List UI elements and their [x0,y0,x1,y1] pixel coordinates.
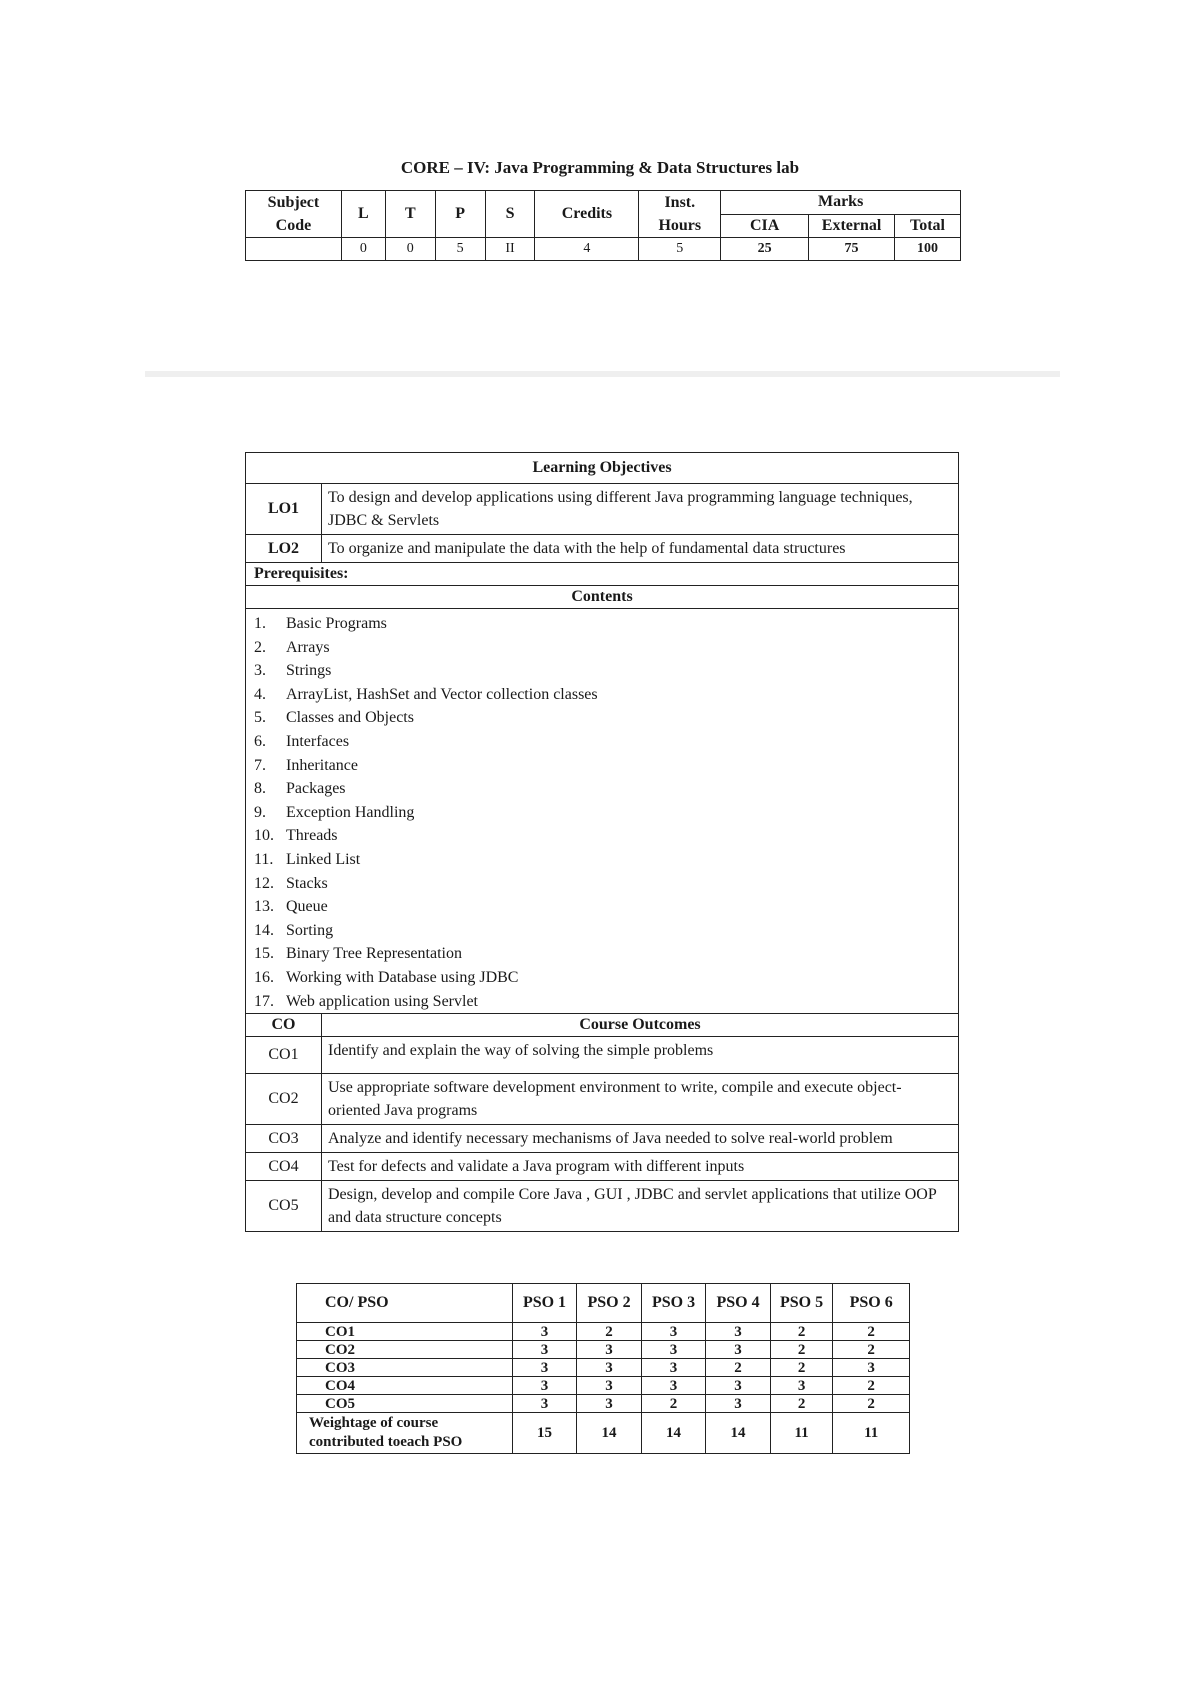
table-row [297,1395,910,1413]
co-pso-mapping-table [296,1283,910,1454]
co-text: Design, develop and compile Core Java , GUI , JDBC and servlet applications that utilize OOP and data structure concepts [322,1181,959,1232]
pso-cell: 3 [641,1359,706,1377]
contents-list [246,609,959,1014]
pso-cell: 3 [706,1341,771,1359]
pso-header: PSO 6 [833,1284,910,1323]
prerequisites-label: Prerequisites: [246,563,959,586]
weightage-cell: 15 [512,1413,577,1454]
page-title: CORE – IV: Java Programming & Data Structures lab [400,158,800,177]
list-item: 2. Arrays [254,638,330,656]
table-row [297,1359,910,1377]
pso-cell: 3 [770,1377,833,1395]
pso-cell: 3 [512,1359,577,1377]
marks-header: Marks [721,191,961,215]
weightage-cell: 14 [577,1413,642,1454]
pso-cell: 3 [512,1323,577,1341]
pso-cell: 3 [706,1395,771,1413]
list-item: 4. ArrayList, HashSet and Vector collection classes [254,685,598,703]
co-text: Use appropriate software development environment to write, compile and execute object-oriented Java programs [322,1074,959,1125]
co-row [246,1125,959,1153]
co-code: CO1 [246,1037,322,1074]
pso-cell: 3 [833,1359,910,1377]
learning-objectives-heading: Learning Objectives [246,453,959,484]
list-item: 16. Working with Database using JDBC [254,968,519,986]
pso-header: PSO 1 [512,1284,577,1323]
pso-cell: 3 [577,1341,642,1359]
co-label: CO1 [297,1323,513,1341]
co-label: CO5 [297,1395,513,1413]
subject-info-table [245,190,961,261]
credits-header: Credits [535,191,639,238]
pso-cell: 3 [577,1359,642,1377]
co-text: Identify and explain the way of solving the simple problems [322,1037,959,1074]
co-code: CO2 [246,1074,322,1125]
subject-code-header: Subject Code [246,191,342,238]
t-header: T [385,191,435,238]
pso-cell: 2 [641,1395,706,1413]
lo-text: To design and develop applications using different Java programming language techniques, JDBC & Servlets [322,484,959,535]
pso-cell: 2 [833,1323,910,1341]
p-value: 5 [435,238,485,261]
list-item: 3. Strings [254,662,332,680]
external-value: 75 [809,238,895,261]
list-item: 14. Sorting [254,921,334,939]
pso-cell: 3 [512,1395,577,1413]
co-row [246,1074,959,1125]
pso-cell: 3 [577,1395,642,1413]
pso-cell: 2 [770,1323,833,1341]
course-outcomes-heading: Course Outcomes [322,1014,959,1037]
lo-row [246,535,959,563]
pso-cell: 3 [641,1377,706,1395]
co-code: CO3 [246,1125,322,1153]
p-header: P [435,191,485,238]
inst-hours-header: Inst. Hours [639,191,721,238]
pso-cell: 2 [833,1377,910,1395]
table-row [297,1377,910,1395]
list-item: 13. Queue [254,898,328,916]
co-row [246,1181,959,1232]
subject-code-value [246,238,342,261]
pso-header: PSO 4 [706,1284,771,1323]
list-item: 7. Inheritance [254,756,358,774]
weightage-row [297,1413,910,1454]
pso-cell: 2 [770,1341,833,1359]
list-item: 1. Basic Programs [254,615,387,632]
co-label: CO3 [297,1359,513,1377]
pso-header: PSO 2 [577,1284,642,1323]
list-item: 9. Exception Handling [254,803,415,821]
co-column-header: CO [246,1014,322,1037]
pso-cell: 2 [770,1395,833,1413]
lo-text: To organize and manipulate the data with the help of fundamental data structures [322,535,959,563]
weightage-label: Weightage of course contributed toeach PSO [297,1413,513,1454]
pso-cell: 3 [512,1377,577,1395]
lo-row [246,484,959,535]
lo-code: LO2 [246,535,322,563]
total-value: 100 [895,238,961,261]
s-value: II [485,238,535,261]
pso-cell: 2 [706,1359,771,1377]
pso-cell: 2 [833,1395,910,1413]
list-item: 15. Binary Tree Representation [254,945,462,963]
weightage-cell: 11 [770,1413,833,1454]
total-header: Total [895,214,961,238]
cia-header: CIA [721,214,809,238]
co-code: CO5 [246,1181,322,1232]
list-item: 12. Stacks [254,874,328,892]
list-item: 17. Web application using Servlet [254,992,478,1010]
external-header: External [809,214,895,238]
pso-header: PSO 5 [770,1284,833,1323]
table-row [297,1323,910,1341]
pso-cell: 3 [512,1341,577,1359]
weightage-cell: 14 [641,1413,706,1454]
s-header: S [485,191,535,238]
inst-hours-value: 5 [639,238,721,261]
credits-value: 4 [535,238,639,261]
co-code: CO4 [246,1153,322,1181]
pso-cell: 3 [641,1323,706,1341]
list-item: 8. Packages [254,780,346,798]
co-row [246,1153,959,1181]
l-value: 0 [341,238,385,261]
t-value: 0 [385,238,435,261]
separator-line [145,371,1060,377]
list-item: 5. Classes and Objects [254,709,414,727]
pso-header: PSO 3 [641,1284,706,1323]
co-row [246,1037,959,1074]
pso-cell: 3 [706,1323,771,1341]
pso-cell: 2 [770,1359,833,1377]
weightage-cell: 14 [706,1413,771,1454]
list-item: 11. Linked List [254,850,361,868]
co-text: Test for defects and validate a Java program with different inputs [322,1153,959,1181]
co-text: Analyze and identify necessary mechanisms of Java needed to solve real-world problem [322,1125,959,1153]
pso-cell: 3 [577,1377,642,1395]
pso-cell: 2 [577,1323,642,1341]
table-row [297,1341,910,1359]
l-header: L [341,191,385,238]
co-label: CO4 [297,1377,513,1395]
pso-cell: 2 [833,1341,910,1359]
co-label: CO2 [297,1341,513,1359]
pso-cell: 3 [706,1377,771,1395]
list-item: 6. Interfaces [254,732,350,750]
cia-value: 25 [721,238,809,261]
list-item: 10. Threads [254,827,338,845]
contents-heading: Contents [246,586,959,609]
weightage-cell: 11 [833,1413,910,1454]
co-pso-corner: CO/ PSO [297,1284,513,1323]
lo-code: LO1 [246,484,322,535]
syllabus-table [245,452,959,1232]
pso-cell: 3 [641,1341,706,1359]
